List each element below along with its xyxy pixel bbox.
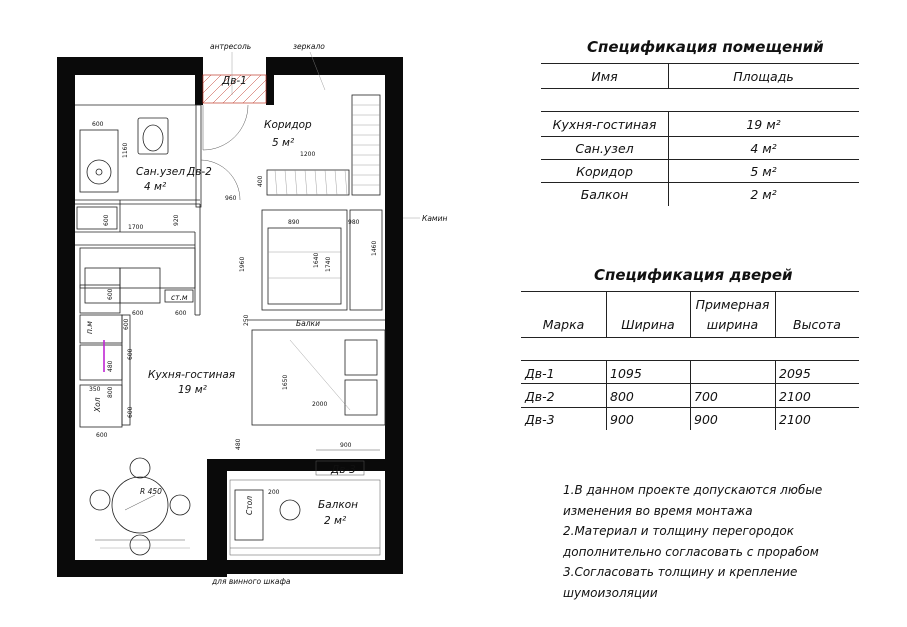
label-antresol: антресоль	[210, 42, 252, 51]
dim-600-bath2: 600	[103, 214, 110, 226]
note-line: изменения во время монтажа	[563, 503, 753, 518]
bath-area: 4 м²	[144, 181, 167, 193]
label-stol: Стол	[245, 496, 254, 515]
doors-row-approx: 700	[694, 389, 718, 404]
kitchen-name: Кухня-гостиная	[148, 369, 236, 381]
furniture	[248, 210, 385, 425]
note-line: 3.Согласовать толщину и крепление	[563, 565, 798, 579]
rooms-spec-title: Спецификация помещений	[587, 38, 824, 56]
rooms-row-name: Балкон	[580, 187, 629, 202]
dim-900: 900	[340, 442, 352, 449]
dining-table	[90, 458, 190, 555]
balcony-name: Балкон	[318, 499, 358, 511]
dim-890: 890	[288, 219, 300, 226]
doors-col-mark: Марка	[542, 317, 585, 332]
dim-600-k4: 600	[123, 318, 130, 330]
doors-col-height: Высота	[793, 317, 841, 332]
doors-row-height: 2095	[779, 366, 811, 381]
doors-col-width: Ширина	[621, 317, 675, 332]
note-line: 2.Материал и толщину перегородок	[563, 524, 794, 538]
radius-label: R 450	[140, 487, 162, 496]
note-line: шумоизоляции	[563, 585, 658, 600]
doors-row-width: 900	[610, 412, 634, 427]
door-tag-dv1: Дв-1	[222, 75, 247, 87]
label-hol: Хол	[93, 397, 102, 412]
label-pm: п.м	[85, 321, 94, 334]
doors-col-approx-2: ширина	[706, 317, 759, 332]
dim-1650: 1650	[282, 374, 289, 390]
dim-1700: 1700	[128, 224, 144, 231]
label-stm: ст.м	[171, 293, 188, 302]
rooms-row-area: 19 м²	[746, 117, 781, 132]
dim-350: 350	[89, 386, 101, 393]
project-notes	[563, 480, 883, 603]
doors-row-approx: 900	[694, 412, 718, 427]
note-line: дополнительно согласовать с прорабом	[563, 544, 819, 559]
dim-1200: 1200	[300, 151, 316, 158]
dim-400: 400	[257, 175, 264, 187]
dim-1640: 1640	[313, 252, 320, 268]
doors-row-mark: Дв-1	[525, 366, 555, 381]
kitchen-area: 19 м²	[178, 384, 207, 396]
balcony-area: 2 м²	[324, 515, 347, 527]
dim-1460: 1460	[371, 240, 378, 256]
doors-row-height: 2100	[779, 389, 811, 404]
door-tag-dv2: Дв-2	[187, 166, 212, 178]
dim-600-k3: 600	[107, 288, 114, 300]
rooms-col-name: Имя	[591, 69, 618, 84]
dim-980: 980	[348, 219, 360, 226]
corridor-name: Коридор	[264, 119, 312, 131]
label-kamin: Камин	[422, 214, 448, 223]
rooms-row-area: 4 м²	[750, 141, 777, 156]
dim-1160: 1160	[122, 142, 129, 158]
dim-600-k2: 600	[175, 310, 187, 317]
rooms-row-name: Коридор	[576, 164, 633, 179]
doors-row-mark: Дв-3	[525, 412, 555, 427]
dim-920: 920	[173, 214, 180, 226]
dim-480-b: 480	[235, 438, 242, 450]
dim-1740: 1740	[325, 256, 332, 272]
rooms-row-area: 5 м²	[750, 164, 777, 179]
doors-row-height: 2100	[779, 412, 811, 427]
dim-250: 250	[243, 314, 250, 326]
dim-600-k6: 600	[127, 406, 134, 418]
dim-2000: 2000	[312, 401, 328, 408]
doors-spec-title: Спецификация дверей	[594, 266, 793, 284]
doors-col-approx-1: Примерная	[695, 297, 770, 312]
label-wine: для винного шкафа	[212, 577, 291, 586]
dim-600-k7: 600	[127, 348, 134, 360]
note-line: 1.В данном проекте допускаются любые	[563, 483, 823, 497]
dim-480: 480	[107, 360, 114, 372]
dim-200: 200	[268, 489, 280, 496]
dim-600-k1: 600	[132, 310, 144, 317]
door-tag-dv3: Дв-3	[331, 464, 356, 476]
doors-row-width: 800	[610, 389, 634, 404]
rooms-row-name: Кухня-гостиная	[552, 117, 657, 132]
bath-name: Сан.узел	[136, 166, 185, 178]
dim-600-k5: 600	[96, 432, 108, 439]
dim-1960: 1960	[239, 256, 246, 272]
dim-600-bath: 600	[92, 121, 104, 128]
rooms-col-area: Площадь	[733, 69, 794, 84]
doors-row-width: 1095	[610, 366, 642, 381]
label-mirror: зеркало	[293, 42, 325, 51]
corridor-area: 5 м²	[272, 137, 295, 149]
doors-row-mark: Дв-2	[525, 389, 555, 404]
rooms-row-area: 2 м²	[750, 187, 777, 202]
label-balki: Балки	[296, 319, 320, 328]
dim-800: 800	[107, 386, 114, 398]
dim-960: 960	[225, 195, 237, 202]
rooms-row-name: Сан.узел	[575, 141, 634, 156]
